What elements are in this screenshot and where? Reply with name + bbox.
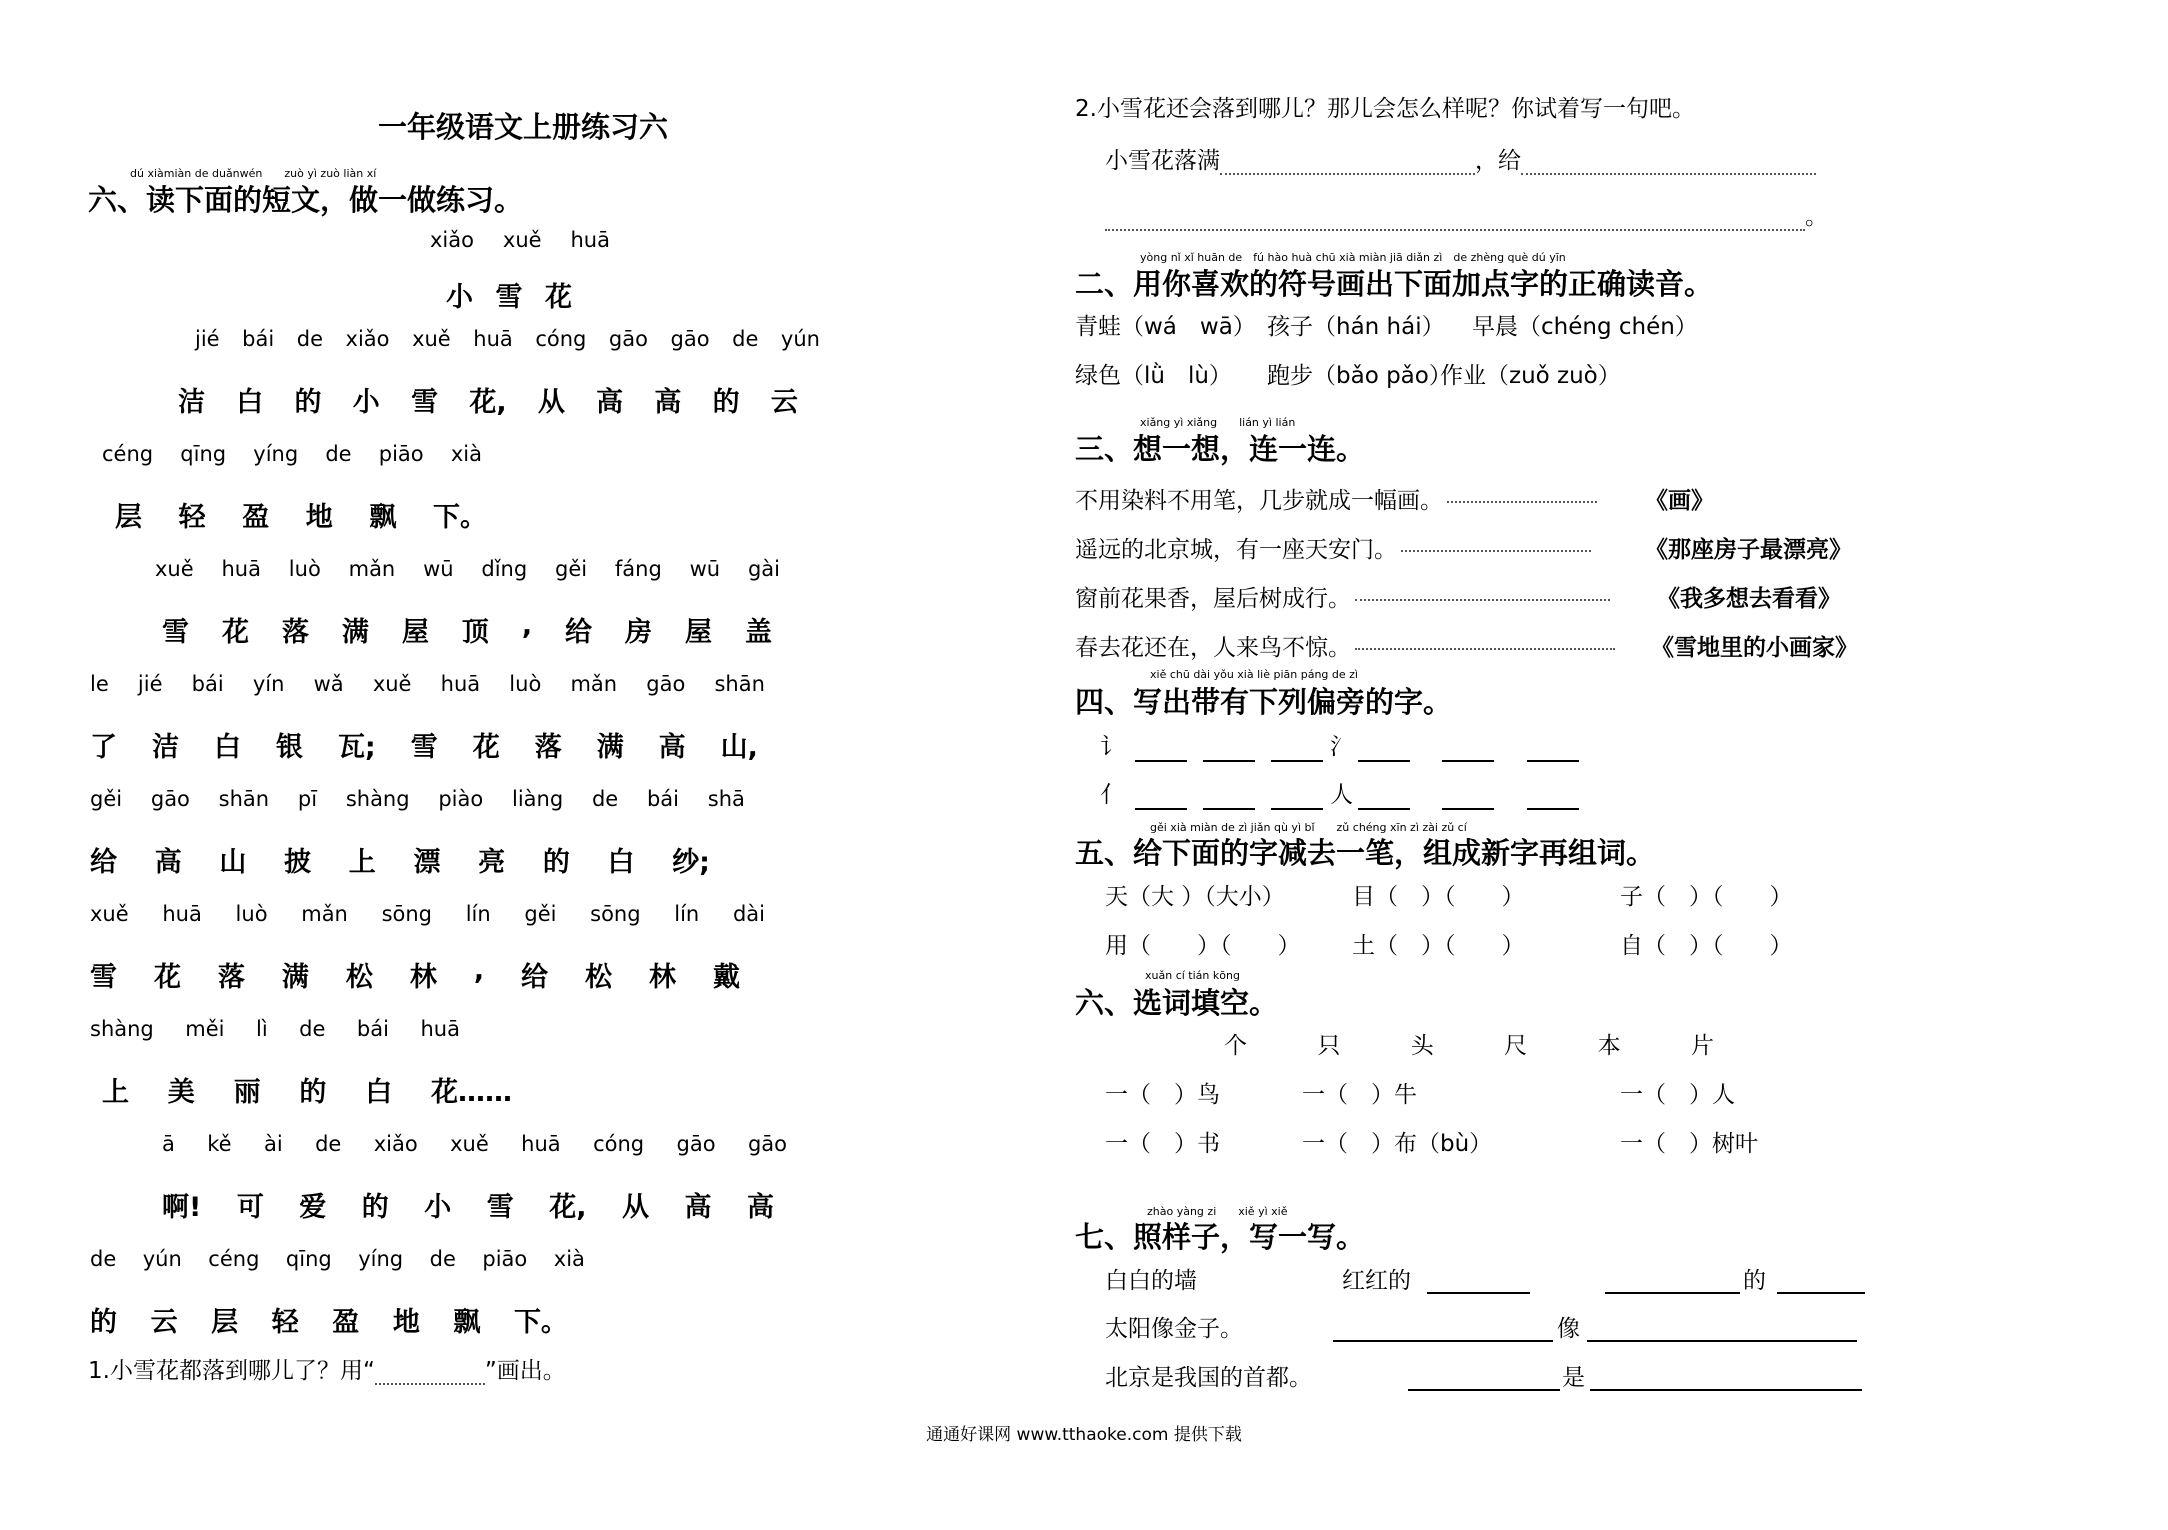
pinyin-syllable: gěi	[524, 902, 557, 926]
story-line-1-pinyin	[195, 327, 820, 351]
word-bank-item: 头	[1410, 1033, 1434, 1059]
pinyin-syllable: bái	[356, 1017, 389, 1041]
word-bank	[1224, 1027, 1714, 1060]
pinyin-syllable: cóng	[593, 1132, 645, 1156]
story-char: 层	[211, 1307, 239, 1338]
story-line-2	[115, 495, 487, 534]
example-text: 的	[1743, 1268, 1766, 1294]
story-char: 披	[284, 847, 312, 878]
pinyin-syllable: huā	[162, 902, 202, 926]
story-line-3	[162, 610, 772, 649]
story-char: 地	[305, 502, 333, 533]
section-3-heading: 三、想一想，连一连。	[1075, 432, 1366, 466]
story-char: 高	[154, 847, 182, 878]
pinyin-syllable: le	[90, 672, 109, 696]
pronunciation-item: 绿色（lǜ lù）	[1075, 363, 1232, 389]
section-6b-pinyin: xuǎn cí tián kōng	[1145, 969, 1240, 982]
story-char: ,	[521, 610, 533, 641]
question-1	[88, 1352, 566, 1385]
pinyin-syllable: huā	[420, 1017, 460, 1041]
radical-blank[interactable]	[1271, 808, 1323, 810]
footer-credit: 通通好课网 www.tthaoke.com 提供下载	[926, 1425, 1242, 1445]
story-char: 林	[409, 962, 437, 993]
story-char: 落	[534, 732, 562, 763]
pinyin-syllable: gāo	[670, 327, 710, 351]
story-char: 给	[90, 847, 117, 878]
question-2-blank-3[interactable]	[1105, 207, 1805, 231]
story-line-8-pinyin	[162, 1132, 787, 1156]
story-line-7-pinyin	[90, 1017, 460, 1041]
story-line-2-pinyin	[102, 442, 482, 466]
story-char: 白	[607, 847, 635, 878]
question-2: 2.小雪花还会落到哪儿？那儿会怎么样呢？你试着写一句吧。	[1075, 96, 1695, 122]
match-right[interactable]: 《画》	[1645, 488, 1714, 514]
pinyin-syllable: gāo	[608, 327, 648, 351]
story-char: 松	[585, 962, 613, 993]
pinyin-syllable: dài	[732, 902, 765, 926]
story-char: 银	[275, 732, 303, 763]
example-text: 白白的墙	[1105, 1268, 1197, 1294]
section-4-heading: 四、写出带有下列偏旁的字。	[1075, 685, 1453, 719]
section-2-heading: 二、用你喜欢的符号画出下面加点字的正确读音。	[1075, 267, 1714, 301]
story-char: 花	[153, 962, 181, 993]
pinyin-syllable: jié	[137, 672, 163, 696]
story-char: 满	[281, 962, 309, 993]
pinyin-syllable: ài	[264, 1132, 283, 1156]
pinyin-syllable: ā	[162, 1132, 175, 1156]
radical-blank[interactable]	[1442, 760, 1494, 762]
section-3-pinyin: xiǎng yì xiǎng lián yì lián	[1140, 416, 1296, 429]
pinyin-syllable: xuě	[372, 672, 412, 696]
story-char: 满	[596, 732, 624, 763]
story-char: 高	[684, 1192, 712, 1223]
pinyin-syllable: de	[90, 1247, 117, 1271]
story-char: 屋	[684, 617, 712, 648]
word-bank-item: 个	[1224, 1033, 1247, 1059]
pinyin-syllable: sōng	[590, 902, 641, 926]
match-row-1	[1075, 482, 1935, 515]
story-line-9	[90, 1300, 568, 1339]
leader-dots	[1447, 501, 1597, 503]
pinyin-syllable: huā	[221, 557, 261, 581]
pinyin-syllable: luò	[509, 672, 542, 696]
story-char: 给	[521, 962, 549, 993]
story-char: 高	[658, 732, 686, 763]
example-blank[interactable]	[1427, 1292, 1530, 1294]
story-char: 雪	[90, 962, 117, 993]
story-char: 花,	[469, 387, 507, 418]
radical-blank[interactable]	[1135, 760, 1187, 762]
story-char: 雪	[410, 732, 438, 763]
pinyin-syllable: céng	[102, 442, 154, 466]
story-title-char: 小	[446, 282, 473, 313]
radical-blank[interactable]	[1442, 808, 1494, 810]
radical-blank[interactable]	[1203, 760, 1255, 762]
pinyin-syllable: gāo	[150, 787, 190, 811]
story-char: 花	[221, 617, 249, 648]
pinyin-syllable: xuě	[450, 1132, 489, 1156]
pinyin-syllable: lì	[255, 1017, 268, 1041]
pinyin-syllable: jié	[195, 327, 220, 351]
example-blank[interactable]	[1777, 1292, 1865, 1294]
story-char: 雪	[411, 387, 439, 418]
match-right[interactable]: 《那座房子最漂亮》	[1645, 537, 1852, 563]
pinyin-syllable: xuě	[90, 902, 129, 926]
question-1-text-end: ”画出。	[484, 1358, 566, 1384]
story-char: 的	[542, 847, 570, 878]
radical-label: 人	[1330, 782, 1353, 808]
leader-dots	[1355, 599, 1610, 601]
pinyin-syllable: pī	[297, 787, 318, 811]
story-char: 啊!	[162, 1192, 202, 1223]
story-char: 高	[654, 387, 682, 418]
example-row-1	[1105, 1262, 1925, 1298]
example-row-3	[1105, 1359, 1925, 1395]
pinyin-syllable: huā	[440, 672, 481, 696]
pinyin-syllable: huā	[570, 228, 610, 252]
section-6-pinyin: dú xiàmiàn de duǎnwén zuò yì zuò liàn xí	[130, 167, 377, 180]
stroke-item[interactable]: 自（ ）（ ）	[1620, 933, 1793, 959]
question-2-line-2	[1105, 198, 1828, 231]
story-char: 飘	[453, 1307, 481, 1338]
story-char: 瓦;	[337, 732, 376, 763]
section-6-heading: 六、读下面的短文，做一做练习。	[88, 183, 524, 217]
pinyin-syllable: gěi	[90, 787, 123, 811]
story-title	[446, 275, 572, 314]
story-line-7	[102, 1070, 512, 1109]
match-left: 不用染料不用笔，几步就成一幅画。	[1075, 488, 1443, 514]
example-blank[interactable]	[1408, 1389, 1560, 1391]
radical-blank[interactable]	[1527, 808, 1579, 810]
pinyin-syllable: de	[591, 787, 619, 811]
story-char: 小	[352, 387, 380, 418]
pinyin-syllable: mǎn	[348, 557, 396, 581]
word-bank-item: 尺	[1504, 1033, 1528, 1059]
match-left: 春去花还在，人来鸟不惊。	[1075, 635, 1351, 661]
pinyin-syllable: lín	[465, 902, 491, 926]
story-char: 的	[294, 387, 322, 418]
story-title-char: 花	[545, 282, 572, 313]
example-blank[interactable]	[1590, 1389, 1862, 1391]
leader-dots	[1401, 550, 1591, 552]
story-char: 小	[424, 1192, 452, 1223]
pinyin-syllable: bái	[646, 787, 680, 811]
story-char: 飘	[369, 502, 397, 533]
story-char: 可	[236, 1192, 264, 1223]
radical-label: 亻	[1100, 782, 1123, 808]
story-char: 给	[565, 617, 593, 648]
story-char: 雪	[486, 1192, 514, 1223]
question-2-blank-1[interactable]	[1220, 151, 1475, 175]
pinyin-syllable: shān	[218, 787, 270, 811]
example-row-2	[1105, 1310, 1925, 1346]
pinyin-syllable: de	[296, 327, 323, 351]
pinyin-syllable: bái	[242, 327, 275, 351]
pinyin-syllable: měi	[185, 1017, 225, 1041]
example-text: 红红的	[1342, 1268, 1411, 1294]
question-1-text: 1.小雪花都落到哪儿了？用“	[88, 1358, 375, 1384]
pinyin-syllable: qīng	[180, 442, 227, 466]
stroke-item[interactable]: 土（ ）（ ）	[1352, 933, 1525, 959]
story-char: 上	[102, 1077, 129, 1108]
measure-item[interactable]: 一（ ）鸟	[1105, 1082, 1220, 1108]
section-4-pinyin: xiě chū dài yǒu xià liè piān páng de zì	[1150, 668, 1358, 681]
pinyin-syllable: bái	[191, 672, 224, 696]
story-char: 的	[361, 1192, 389, 1223]
measure-item[interactable]: 一（ ）书	[1105, 1131, 1220, 1157]
story-char: 顶	[461, 617, 489, 648]
match-left: 窗前花果香，屋后树成行。	[1075, 586, 1351, 612]
measure-item[interactable]: 一（ ）牛	[1302, 1082, 1417, 1108]
page-title: 一年级语文上册练习六	[378, 110, 669, 144]
question-2-blank-2[interactable]	[1521, 151, 1816, 175]
section-6b-heading: 六、选词填空。	[1075, 986, 1279, 1020]
pronunciation-item: 早晨（chéng chén）	[1472, 314, 1698, 340]
word-bank-item: 片	[1690, 1033, 1714, 1059]
match-right[interactable]: 《我多想去看看》	[1657, 586, 1841, 612]
pinyin-syllable: xiǎo	[345, 327, 390, 351]
story-char: 落	[281, 617, 309, 648]
story-char: 轻	[271, 1307, 299, 1338]
story-char: 盈	[242, 502, 270, 533]
pinyin-syllable: mǎn	[301, 902, 348, 926]
radical-row-2	[1100, 776, 1660, 812]
story-char: 松	[345, 962, 373, 993]
pinyin-syllable: de	[325, 442, 352, 466]
story-char: 丽	[233, 1077, 261, 1108]
example-blank[interactable]	[1587, 1340, 1857, 1342]
pinyin-syllable: xuě	[412, 327, 451, 351]
measure-item[interactable]: 一（ ）布（bù）	[1302, 1131, 1493, 1157]
pinyin-syllable: piāo	[482, 1247, 528, 1271]
example-blank[interactable]	[1605, 1292, 1740, 1294]
pinyin-syllable: yíng	[358, 1247, 404, 1271]
pronunciation-item: 孩子（hán hái）	[1267, 314, 1445, 340]
pronunciation-item: 青蛙（wá wā）	[1075, 314, 1256, 340]
story-char: 的	[90, 1307, 117, 1338]
story-char: 白	[365, 1077, 393, 1108]
story-char: 山	[219, 847, 247, 878]
pinyin-syllable: gāo	[676, 1132, 716, 1156]
story-line-8	[162, 1185, 774, 1224]
story-char: 高	[596, 387, 624, 418]
story-char: 高	[746, 1192, 774, 1223]
pinyin-syllable: mǎn	[570, 672, 618, 696]
story-line-5-pinyin	[90, 787, 745, 811]
story-char: 云	[150, 1307, 178, 1338]
pinyin-syllable: gài	[747, 557, 780, 581]
pinyin-syllable: cóng	[535, 327, 587, 351]
story-line-4	[90, 725, 758, 764]
stroke-item[interactable]: 天（大 ）（大小）	[1105, 884, 1285, 910]
match-right[interactable]: 《雪地里的小画家》	[1651, 635, 1858, 661]
story-char: 戴	[712, 962, 740, 993]
pronunciation-item: 跑步（bǎo pǎo）	[1267, 363, 1452, 389]
pinyin-syllable: liàng	[512, 787, 564, 811]
story-char: 雪	[162, 617, 189, 648]
pinyin-syllable: huā	[521, 1132, 561, 1156]
story-char: 地	[392, 1307, 420, 1338]
story-char: 漂	[413, 847, 441, 878]
story-char: 爱	[299, 1192, 327, 1223]
leader-dots	[1355, 648, 1615, 650]
story-line-4-pinyin	[90, 672, 765, 696]
question-2-mid: ，给	[1475, 148, 1521, 174]
story-char: 云	[770, 387, 798, 418]
story-char: 下。	[432, 502, 487, 533]
pinyin-syllable: qīng	[285, 1247, 332, 1271]
pinyin-syllable: fáng	[614, 557, 662, 581]
story-char: 花	[472, 732, 500, 763]
pinyin-syllable: wū	[423, 557, 454, 581]
example-text: 像	[1557, 1316, 1580, 1342]
story-line-9-pinyin	[90, 1247, 585, 1271]
section-7-heading: 七、照样子，写一写。	[1075, 1220, 1366, 1254]
story-char: 落	[217, 962, 245, 993]
pinyin-syllable: yín	[252, 672, 285, 696]
word-bank-item: 本	[1597, 1033, 1621, 1059]
radical-blank[interactable]	[1358, 760, 1410, 762]
section-7-pinyin: zhào yàng zi xiě yì xiě	[1147, 1205, 1288, 1218]
radical-blank[interactable]	[1271, 760, 1323, 762]
pinyin-syllable: gāo	[646, 672, 686, 696]
example-text: 太阳像金子。	[1105, 1316, 1243, 1342]
pinyin-syllable: gěi	[555, 557, 588, 581]
story-char: 洁	[178, 387, 205, 418]
pinyin-syllable: xià	[450, 442, 482, 466]
question-1-blank[interactable]	[375, 1361, 485, 1385]
story-line-6	[90, 955, 740, 994]
pinyin-syllable: luò	[235, 902, 268, 926]
pinyin-syllable: dǐng	[481, 557, 528, 581]
story-char: 从	[537, 387, 565, 418]
story-char: 洁	[151, 732, 179, 763]
pronunciation-item: 作业（zuǒ zuò）	[1440, 363, 1621, 389]
pinyin-syllable: de	[315, 1132, 342, 1156]
pinyin-syllable: gāo	[747, 1132, 787, 1156]
pinyin-syllable: xiǎo	[373, 1132, 418, 1156]
question-2-end: 。	[1805, 204, 1828, 230]
example-text: 北京是我国的首都。	[1105, 1365, 1312, 1391]
pinyin-syllable: wū	[689, 557, 721, 581]
radical-blank[interactable]	[1203, 808, 1255, 810]
pinyin-syllable: sōng	[381, 902, 432, 926]
pinyin-syllable: shā	[707, 787, 745, 811]
pinyin-syllable: piāo	[378, 442, 424, 466]
pinyin-syllable: xuě	[502, 228, 542, 252]
stroke-item[interactable]: 用（ ）（ ）	[1105, 933, 1301, 959]
story-char: 盖	[744, 617, 772, 648]
story-char: 纱;	[672, 847, 710, 878]
section-5-pinyin: gěi xià miàn de zì jiǎn qù yì bǐ zǔ chéng xīn zì zài zǔ cí	[1150, 821, 1467, 834]
story-char: 满	[341, 617, 369, 648]
pinyin-syllable: shàng	[345, 787, 410, 811]
pinyin-syllable: yíng	[253, 442, 299, 466]
stroke-item[interactable]: 目（ ）（ ）	[1352, 884, 1525, 910]
pinyin-syllable: yún	[780, 327, 820, 351]
story-char: 的	[712, 387, 740, 418]
story-char: 美	[167, 1077, 195, 1108]
radical-row-1	[1100, 728, 1660, 764]
radical-blank[interactable]	[1135, 808, 1187, 810]
example-blank[interactable]	[1333, 1340, 1553, 1342]
pinyin-syllable: de	[732, 327, 759, 351]
story-char: 上	[348, 847, 376, 878]
radical-label: 讠	[1100, 734, 1123, 760]
measure-item[interactable]: 一（ ）人	[1620, 1082, 1735, 1108]
pinyin-syllable: shān	[714, 672, 765, 696]
pinyin-syllable: de	[429, 1247, 456, 1271]
story-line-6-pinyin	[90, 902, 765, 926]
story-char: 林	[648, 962, 676, 993]
story-char: 屋	[401, 617, 429, 648]
story-char: 白	[236, 387, 264, 418]
pinyin-syllable: wǎ	[313, 672, 344, 696]
match-row-4	[1075, 629, 1935, 662]
word-bank-item: 只	[1317, 1033, 1341, 1059]
story-char: 花,	[549, 1192, 587, 1223]
right-column	[1060, 0, 2168, 1530]
example-text: 是	[1562, 1365, 1585, 1391]
story-char: 从	[621, 1192, 649, 1223]
radical-blank[interactable]	[1358, 808, 1410, 810]
question-2-line-1	[1105, 142, 1816, 175]
pinyin-syllable: xuě	[155, 557, 194, 581]
pinyin-syllable: xiǎo	[430, 228, 474, 252]
story-char: 花……	[430, 1077, 512, 1108]
pinyin-syllable: lín	[674, 902, 700, 926]
pinyin-syllable: kě	[207, 1132, 232, 1156]
story-title-pinyin	[430, 228, 610, 252]
story-char: 层	[115, 502, 142, 533]
story-line-5	[90, 840, 710, 879]
pinyin-syllable: yún	[142, 1247, 182, 1271]
pinyin-syllable: luò	[288, 557, 321, 581]
pinyin-syllable: piào	[438, 787, 484, 811]
story-char: 白	[213, 732, 241, 763]
match-row-2	[1075, 531, 1935, 564]
story-char: 盈	[332, 1307, 360, 1338]
story-char: 山,	[720, 732, 758, 763]
story-line-3-pinyin	[155, 557, 780, 581]
match-row-3	[1075, 580, 1935, 613]
story-char: 了	[90, 732, 117, 763]
question-2-prefix: 小雪花落满	[1105, 148, 1220, 174]
measure-item[interactable]: 一（ ）树叶	[1620, 1131, 1758, 1157]
section-5-heading: 五、给下面的字减去一笔，组成新字再组词。	[1075, 836, 1656, 870]
story-char: 亮	[478, 847, 506, 878]
pinyin-syllable: shàng	[90, 1017, 154, 1041]
pinyin-syllable: huā	[473, 327, 513, 351]
pinyin-syllable: de	[299, 1017, 326, 1041]
story-char: 下。	[513, 1307, 568, 1338]
pinyin-syllable: xià	[553, 1247, 585, 1271]
story-line-1	[178, 380, 798, 419]
stroke-item[interactable]: 子（ ）（ ）	[1620, 884, 1793, 910]
radical-blank[interactable]	[1527, 760, 1579, 762]
section-2-pinyin: yòng nǐ xǐ huān de fú hào huà chū xià miàn jiā diǎn zì de zhèng què dú yīn	[1140, 251, 1566, 264]
pinyin-syllable: céng	[208, 1247, 260, 1271]
radical-label: 氵	[1330, 734, 1353, 760]
match-left: 遥远的北京城，有一座天安门。	[1075, 537, 1397, 563]
story-char: 房	[625, 617, 653, 648]
story-char: 的	[299, 1077, 327, 1108]
story-char: 轻	[178, 502, 206, 533]
left-column	[0, 0, 1060, 1530]
story-char: ,	[473, 955, 485, 986]
story-title-char: 雪	[495, 282, 523, 313]
